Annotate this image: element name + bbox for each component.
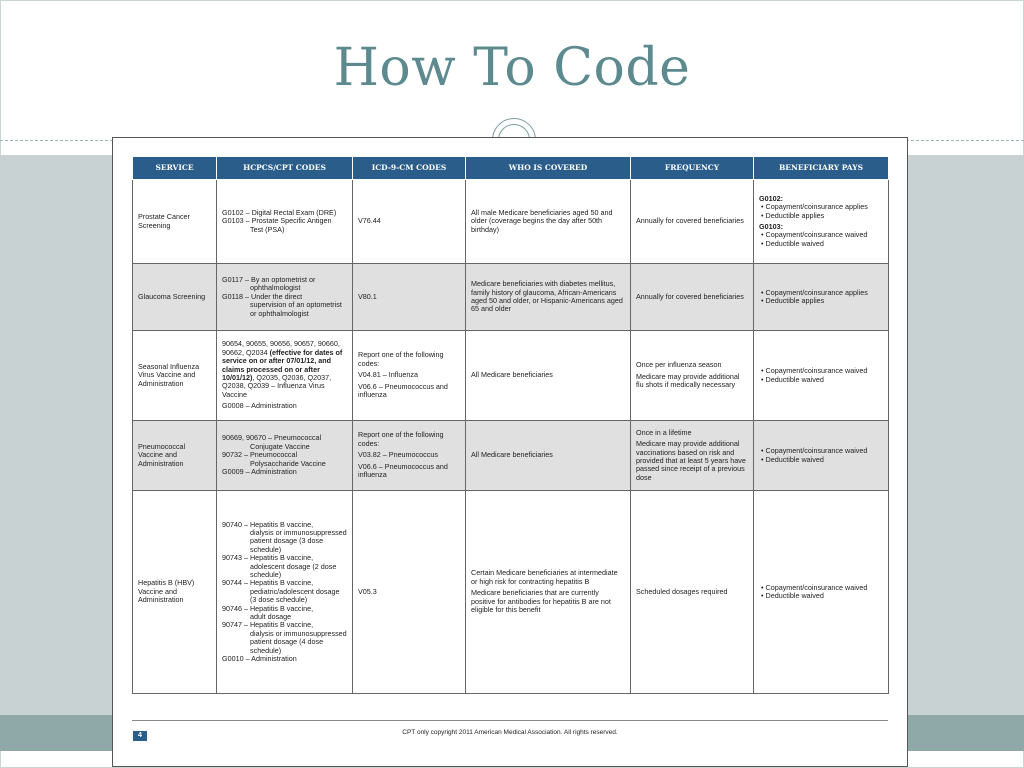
header-frequency: FREQUENCY [631,157,754,180]
codes-cell [217,331,353,421]
header-hcpcs-cpt-codes: HCPCS/CPT CODES [217,157,353,180]
covered-line: Certain Medicare beneficiaries at intermediate or high risk for contracting hepatitis B [471,568,618,586]
code-line: G0103 – Prostate Specific Antigen [222,216,332,226]
frequency-cell [631,180,754,264]
coding-table [132,156,889,694]
code-line: G0009 – Administration [222,467,297,477]
table-row [133,331,889,421]
pays-list [759,203,883,220]
beneficiary-pays-cell [754,264,889,331]
slide-title: How To Code [333,38,691,98]
code-line: G0118 – Under the direct [222,291,303,301]
codes-text-pre: 90654, 90655, 90656, 90657, 90660, 90662, Q2034 [222,339,340,357]
footer-bar-left [0,715,112,751]
covered-cell [466,491,631,694]
pays-item: • Deductible waived [768,592,883,600]
icd-line: V03.82 – Pneumococcus [358,450,438,460]
code-line: 90669, 90670 – Pneumococcal [222,433,322,443]
beneficiary-pays-cell [754,491,889,694]
frequency-cell [631,491,754,694]
icd-line: V05.3 [358,586,377,596]
frequency-line: Scheduled dosages required [636,586,728,596]
icd-line: V76.44 [358,216,381,226]
icd-line: V80.1 [358,291,377,301]
code-description: dialysis or immunosuppressed patient dosage (3 dose schedule) [250,527,347,554]
pays-item: • Copayment/coinsurance waived [768,367,883,375]
document-footer-line [132,720,888,721]
pays-code-label: G0103: [759,222,783,231]
code-description: supervision of an optometrist or ophthalmologist [250,300,342,318]
pays-item: • Copayment/coinsurance waived [768,231,883,239]
table-row [133,421,889,491]
service-cell: Seasonal Influenza Virus Vaccine and Administration [133,331,217,421]
code-line: 90747 – Hepatitis B vaccine, [222,620,314,630]
code-description: Test (PSA) [250,224,285,234]
pays-item: • Deductible applies [768,297,883,305]
document-image [112,137,908,767]
header-who-is-covered: WHO IS COVERED [466,157,631,180]
icd-line: Report one of the following codes: [358,350,444,368]
icd-cell [353,491,466,694]
pays-list [759,367,883,384]
right-side-band [906,155,1024,715]
frequency-line: Medicare may provide additional vaccinations based on risk and provided that at least 5 years have passed since receipt of a previous dose [636,439,746,482]
header-beneficiary-pays: BENEFICIARY PAYS [754,157,889,180]
code-line: G0117 – By an optometrist or [222,274,316,284]
frequency-line: Once per influenza season [636,360,722,370]
pays-item: • Copayment/coinsurance waived [768,584,883,592]
covered-cell [466,264,631,331]
codes-text-bold: (effective for dates of service on or after 07/01/12, and claims processed on or after 10/01/12) [222,347,343,382]
pays-item: • Copayment/coinsurance applies [768,289,883,297]
pays-list [759,231,883,248]
left-side-band [0,155,112,715]
code-description: dialysis or immunosuppressed patient dosage (4 dose schedule) [250,628,347,655]
codes-text-post: , Q2035, Q2036, Q2037, Q2038, Q2039 – Influenza Virus Vaccine [222,373,332,399]
pays-list [759,447,883,464]
code-description: adolescent dosage (2 dose schedule) [250,561,337,579]
frequency-line: Annually for covered beneficiaries [636,291,744,301]
code-description: Polysaccharide Vaccine [250,458,326,468]
pays-list [759,584,883,601]
beneficiary-pays-cell [754,180,889,264]
table-row [133,491,889,694]
footer-bar-right [906,715,1024,751]
frequency-cell [631,331,754,421]
code-description: adult dosage [250,612,292,622]
pays-item: • Deductible applies [768,212,883,220]
covered-cell [466,421,631,491]
covered-line: Medicare beneficiaries that are currently positive for antibodies for hepatitis B are not eligible for this benefit [471,588,611,615]
covered-line: All Medicare beneficiaries [471,370,553,380]
pays-item: • Deductible waived [768,240,883,248]
beneficiary-pays-cell [754,421,889,491]
icd-cell [353,421,466,491]
code-line: 90732 – Pneumococcal [222,450,298,460]
icd-line: Report one of the following codes: [358,430,444,448]
icd-cell [353,180,466,264]
codes-cell [217,264,353,331]
pays-item: • Deductible waived [768,376,883,384]
codes-admin: G0008 – Administration [222,401,297,411]
icd-cell [353,264,466,331]
header-service: SERVICE [133,157,217,180]
code-line: 90740 – Hepatitis B vaccine, [222,519,314,529]
code-line: G0010 – Administration [222,654,297,664]
code-line: 90744 – Hepatitis B vaccine, [222,578,314,588]
covered-cell [466,180,631,264]
covered-line: All Medicare beneficiaries [471,450,553,460]
codes-text [222,340,347,399]
code-line: 90746 – Hepatitis B vaccine, [222,603,314,613]
page-number: 4 [133,731,147,741]
icd-line: V04.81 – Influenza [358,370,418,380]
pays-item: • Copayment/coinsurance waived [768,447,883,455]
codes-cell [217,421,353,491]
icd-line: V06.6 – Pneumococcus and influenza [358,461,448,480]
pays-code-label: G0102: [759,193,783,203]
pays-item: • Copayment/coinsurance applies [768,203,883,211]
frequency-line: Annually for covered beneficiaries [636,216,744,226]
code-description: pediatric/adolescent dosage (3 dose schedule) [250,586,340,605]
covered-line: All male Medicare beneficiaries aged 50 and older (coverage begins the day after 50th birthday) [471,207,613,234]
frequency-line: Once in a lifetime [636,427,692,437]
table-row [133,264,889,331]
covered-cell [466,331,631,421]
covered-line: Medicare beneficiaries with diabetes mellitus, family history of glaucoma, African-Americans aged 50 and older, or Hispanic-Americans aged 65 and older [471,279,623,314]
code-line: 90743 – Hepatitis B vaccine, [222,553,314,563]
header-icd9-codes: ICD-9-CM CODES [353,157,466,180]
frequency-cell [631,421,754,491]
code-description: Conjugate Vaccine [250,441,310,451]
service-cell: Hepatitis B (HBV) Vaccine and Administration [133,491,217,694]
service-cell: Glaucoma Screening [133,264,217,331]
pays-item: • Deductible waived [768,456,883,464]
codes-cell [217,180,353,264]
code-line: G0102 – Digital Rectal Exam (DRE) [222,207,337,217]
pays-list [759,289,883,306]
table-header-row [133,157,889,180]
codes-cell [217,491,353,694]
table-row [133,180,889,264]
frequency-line: Medicare may provide additional flu shots if medically necessary [636,371,740,390]
code-description: ophthalmologist [250,283,301,293]
icd-cell [353,331,466,421]
icd-line: V06.6 – Pneumococcus and influenza [358,381,448,400]
service-cell: Prostate Cancer Screening [133,180,217,264]
service-cell: Pneumococcal Vaccine and Administration [133,421,217,491]
copyright-notice: CPT only copyright 2011 American Medical Association. All rights reserved. [402,729,618,736]
beneficiary-pays-cell [754,331,889,421]
frequency-cell [631,264,754,331]
